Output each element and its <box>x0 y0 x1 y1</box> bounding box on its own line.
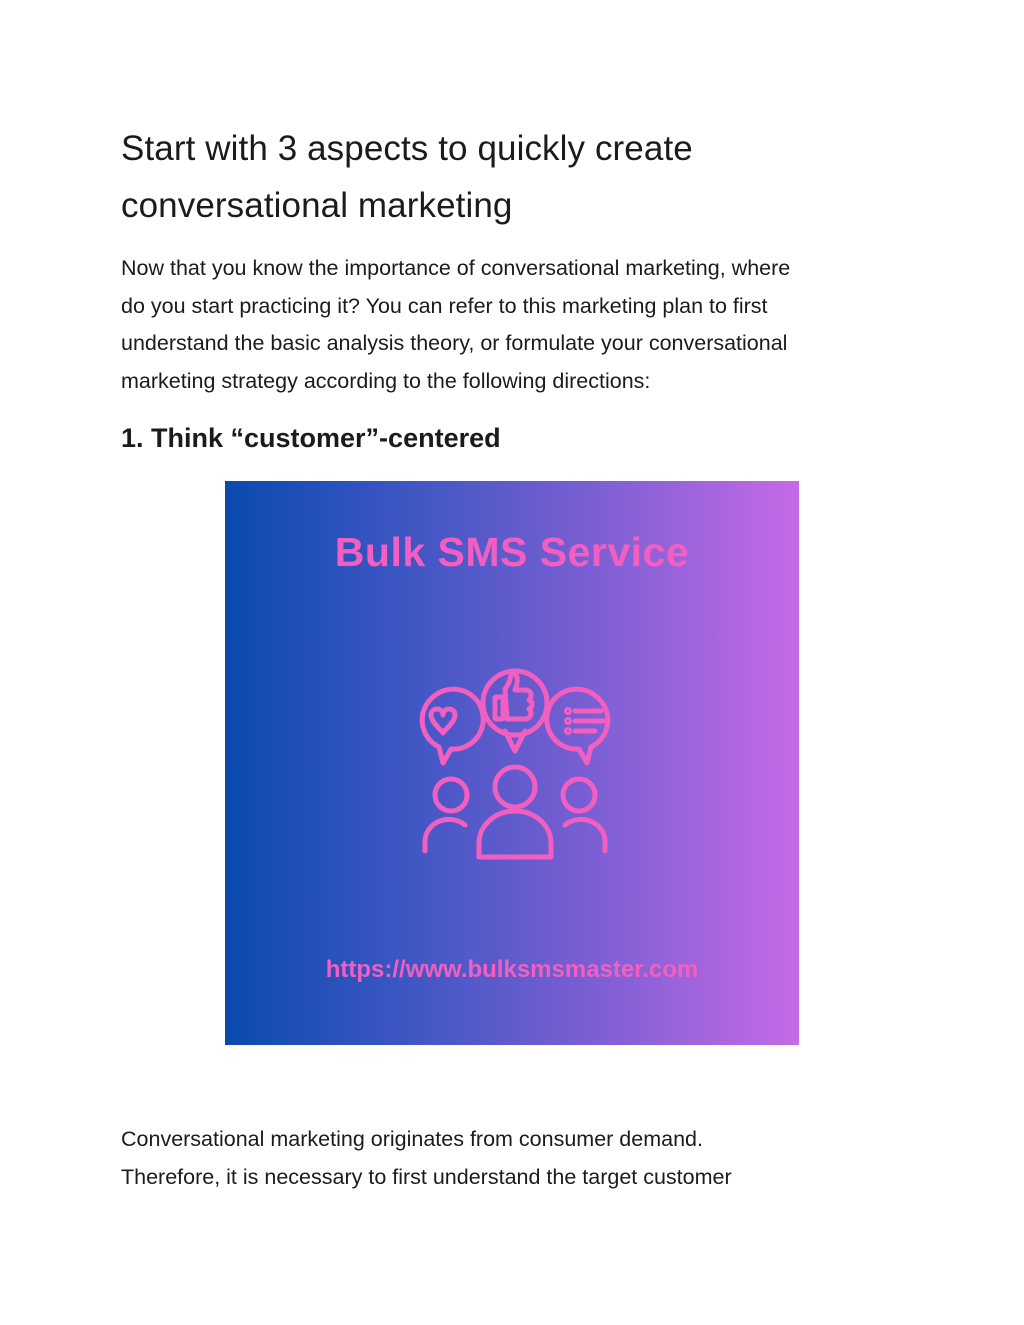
body-line: Conversational marketing originates from consumer demand. <box>121 1127 703 1151</box>
chat-bubbles-people-icon <box>395 667 635 867</box>
body-paragraph <box>121 1120 921 1196</box>
intro-paragraph <box>121 250 921 400</box>
title-line: conversational marketing <box>121 186 513 225</box>
intro-line: marketing strategy according to the following directions: <box>121 368 651 393</box>
banner-url: https://www.bulksmsmaster.com <box>325 956 699 983</box>
section-heading: 1. Think “customer”-centered <box>121 423 501 453</box>
page-title <box>121 120 921 234</box>
intro-line: do you start practicing it? You can refer to this marketing plan to first <box>121 293 768 318</box>
title-line: Start with 3 aspects to quickly create <box>121 129 693 168</box>
bulk-sms-banner-image <box>225 481 799 1045</box>
intro-line: Now that you know the importance of conversational marketing, where <box>121 256 791 280</box>
body-line: Therefore, it is necessary to first understand the target customer <box>121 1165 732 1189</box>
intro-line: understand the basic analysis theory, or formulate your conversational <box>121 331 788 355</box>
banner-title: Bulk SMS Service <box>334 529 690 575</box>
